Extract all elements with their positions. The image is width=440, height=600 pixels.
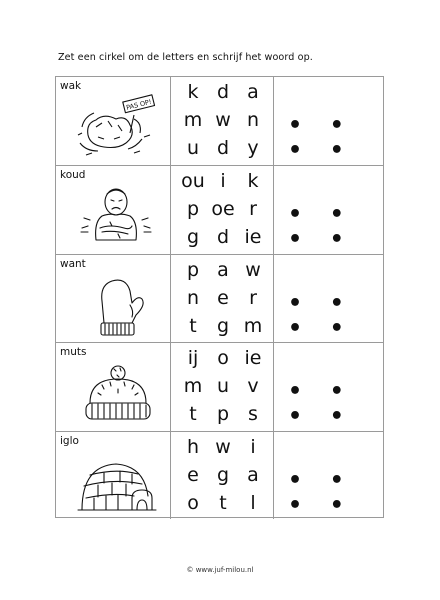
letter[interactable]: ie <box>244 347 262 370</box>
igloo-icon <box>74 448 160 518</box>
letter[interactable]: w <box>215 435 231 458</box>
letter-grid <box>171 343 274 430</box>
worksheet-row-want <box>56 254 383 342</box>
worksheet-row-muts <box>56 342 383 430</box>
letter-grid <box>171 432 274 519</box>
letter[interactable]: g <box>216 314 230 337</box>
ice-hole-with-warning-sign-icon <box>74 93 160 163</box>
answer-dots: • • • • <box>288 202 354 253</box>
picture-cell <box>56 432 171 519</box>
word-label: wak <box>60 80 82 92</box>
letter[interactable]: u <box>216 375 230 398</box>
warning-sign-text: PAS OP! <box>125 97 153 112</box>
answer-cell[interactable] <box>274 77 383 165</box>
letter[interactable]: s <box>248 403 258 426</box>
word-label: koud <box>60 169 86 182</box>
letter[interactable]: g <box>186 226 200 249</box>
letter[interactable]: o <box>217 347 229 370</box>
letter[interactable]: i <box>250 435 256 458</box>
letter[interactable]: a <box>217 258 229 281</box>
letter[interactable]: n <box>186 286 200 309</box>
answer-dots: • • • • <box>288 379 354 430</box>
letter[interactable]: ou <box>181 170 205 193</box>
letter-grid <box>171 77 274 165</box>
word-label: muts <box>60 346 87 359</box>
answer-dots: • • • • <box>288 113 354 163</box>
letter[interactable]: w <box>215 109 231 131</box>
letter[interactable]: d <box>216 81 230 103</box>
letter[interactable]: a <box>247 463 259 486</box>
letter[interactable]: p <box>186 198 200 221</box>
worksheet-row-iglo <box>56 431 383 519</box>
letter[interactable]: r <box>249 198 257 221</box>
letter[interactable]: d <box>216 137 230 159</box>
picture-cell <box>56 255 171 342</box>
letter[interactable]: e <box>217 286 229 309</box>
letter[interactable]: m <box>183 375 203 398</box>
footer-credit: © www.juf-milou.nl <box>186 566 254 574</box>
letter[interactable]: e <box>187 463 199 486</box>
letter[interactable]: ij <box>187 347 199 370</box>
letter-grid <box>171 166 274 253</box>
letter[interactable]: ie <box>244 226 262 249</box>
word-label: want <box>60 257 86 270</box>
letter[interactable]: m <box>183 109 203 131</box>
letter[interactable]: k <box>187 81 199 103</box>
answer-dots: • • • • <box>288 290 354 341</box>
letter[interactable]: u <box>186 137 200 159</box>
letter[interactable]: g <box>216 463 230 486</box>
picture-cell <box>56 343 171 430</box>
letter[interactable]: d <box>216 226 230 249</box>
instruction-text: Zet een cirkel om de letters en schrijf het woord op. <box>58 52 313 63</box>
letter[interactable]: l <box>250 491 256 514</box>
letter[interactable]: i <box>220 170 226 193</box>
picture-cell <box>56 77 171 165</box>
knit-hat-icon <box>74 359 160 429</box>
picture-cell <box>56 166 171 253</box>
answer-cell[interactable] <box>274 166 383 253</box>
answer-dots: • • • • <box>288 467 354 518</box>
letter[interactable]: t <box>189 403 197 426</box>
letter[interactable]: p <box>186 258 200 281</box>
word-label: iglo <box>60 434 79 447</box>
worksheet-row-koud <box>56 165 383 253</box>
letter-grid <box>171 255 274 342</box>
letter[interactable]: m <box>243 314 263 337</box>
shivering-person-icon <box>74 182 160 252</box>
letter[interactable]: t <box>219 491 227 514</box>
letter[interactable]: a <box>247 81 259 103</box>
answer-cell[interactable] <box>274 255 383 342</box>
letter[interactable]: r <box>249 286 257 309</box>
worksheet-table <box>55 76 384 518</box>
answer-cell[interactable] <box>274 432 383 519</box>
mitten-icon <box>74 271 160 341</box>
letter[interactable]: w <box>245 258 261 281</box>
letter[interactable]: p <box>216 403 230 426</box>
letter[interactable]: n <box>246 109 260 131</box>
letter[interactable]: oe <box>211 198 235 221</box>
letter[interactable]: h <box>186 435 200 458</box>
answer-cell[interactable] <box>274 343 383 430</box>
worksheet-row-wak <box>56 77 383 165</box>
letter[interactable]: y <box>247 137 259 159</box>
letter[interactable]: t <box>189 314 197 337</box>
letter[interactable]: v <box>247 375 259 398</box>
letter[interactable]: k <box>247 170 259 193</box>
letter[interactable]: o <box>187 491 199 514</box>
